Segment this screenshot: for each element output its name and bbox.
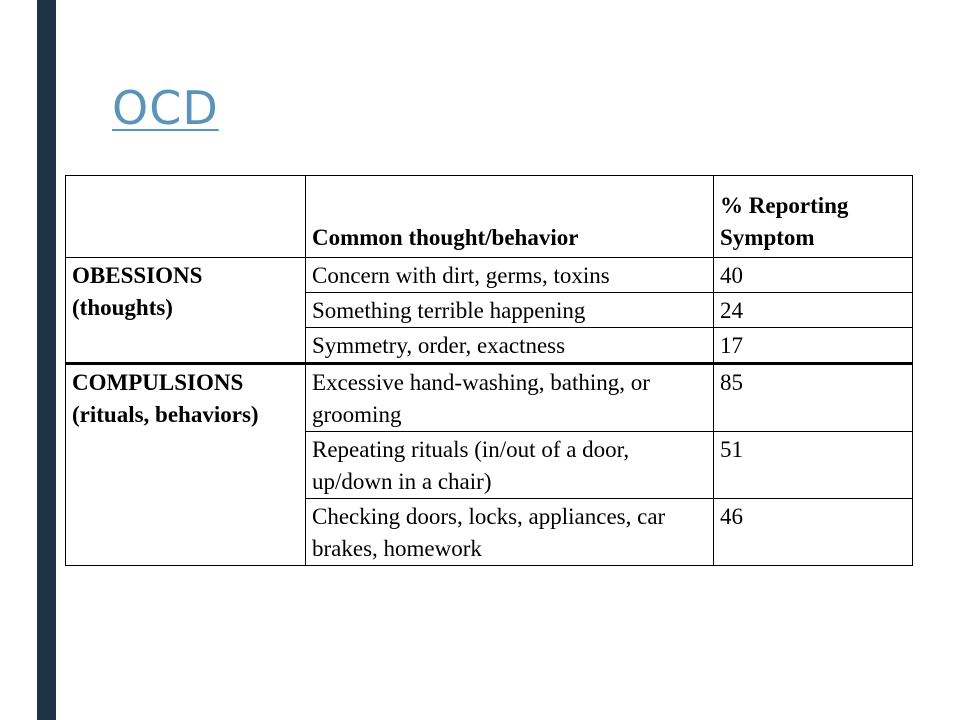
header-behavior: Common thought/behavior xyxy=(306,176,714,258)
behavior-cell: Repeating rituals (in/out of a door, up/down in a chair) xyxy=(306,432,714,499)
percent-cell: 85 xyxy=(714,364,913,432)
behavior-cell: Concern with dirt, germs, toxins xyxy=(306,258,714,293)
behavior-cell: Excessive hand-washing, bathing, or grooming xyxy=(306,364,714,432)
slide-title-link[interactable]: OCD xyxy=(112,81,219,135)
percent-cell: 46 xyxy=(714,499,913,566)
category-cell-compulsions: COMPULSIONS (rituals, behaviors) xyxy=(66,364,306,566)
accent-bar xyxy=(37,0,56,720)
table-row xyxy=(66,364,913,432)
percent-cell: 17 xyxy=(714,328,913,364)
ocd-symptom-table xyxy=(65,175,913,566)
category-cell-obsessions: OBESSIONS (thoughts) xyxy=(66,258,306,364)
behavior-cell: Symmetry, order, exactness xyxy=(306,328,714,364)
table-row xyxy=(66,258,913,293)
title-container xyxy=(112,80,219,140)
percent-cell: 51 xyxy=(714,432,913,499)
header-percent: % Reporting Symptom xyxy=(714,176,913,258)
header-category xyxy=(66,176,306,258)
behavior-cell: Something terrible happening xyxy=(306,293,714,328)
behavior-cell: Checking doors, locks, appliances, car brakes, homework xyxy=(306,499,714,566)
percent-cell: 24 xyxy=(714,293,913,328)
percent-cell: 40 xyxy=(714,258,913,293)
table-header-row xyxy=(66,176,913,258)
